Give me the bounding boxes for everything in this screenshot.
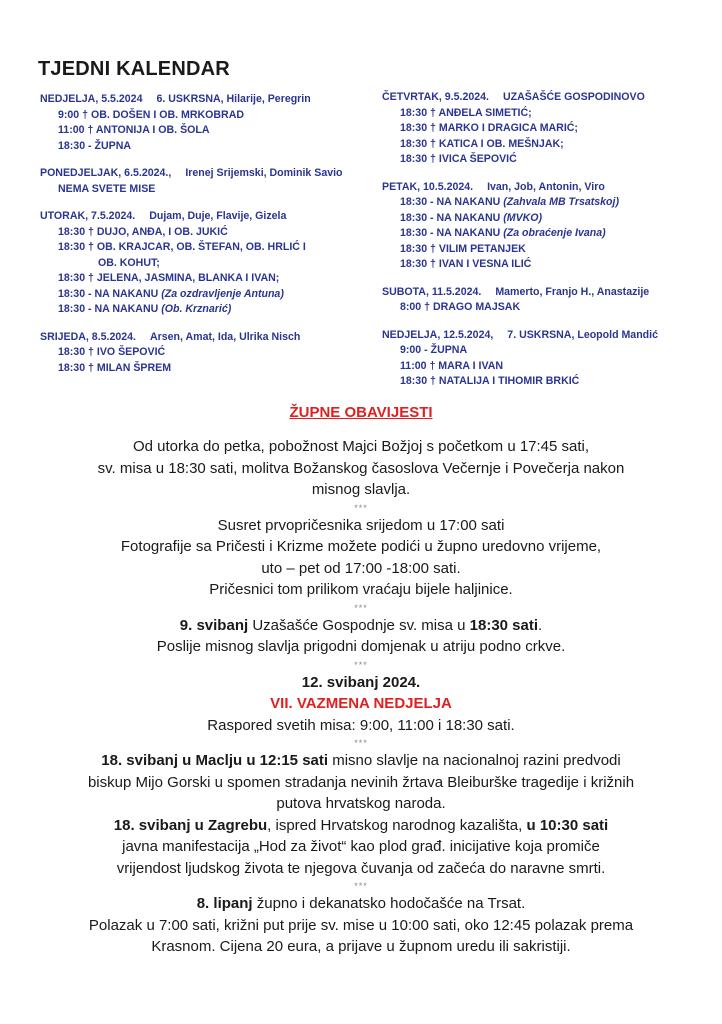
mass-entry [40,302,370,318]
day-header [382,328,712,344]
mass-entry [382,374,712,390]
separator: *** [354,738,368,748]
calendar-day [382,328,712,390]
calendar-left-column [40,92,370,388]
mass-text: 8:00 † DRAGO MAJSAK [400,301,521,313]
mass-text: 18:30 - NA NAKANU [58,287,159,300]
mass-text: 18:30 † IVO ŠEPOVIĆ [58,346,166,358]
mass-entry [382,242,712,258]
notice-date: 8. lipanj [196,895,253,912]
notice-text: župno i dekanatsko hodočašće na Trsat. [252,895,526,912]
mass-entry [40,240,370,256]
mass-text: OB. KOHUT; [98,256,160,269]
mass-entry [382,257,712,273]
mass-text: NEMA SVETE MISE [58,182,156,195]
mass-entry [40,345,370,361]
mass-intention-note: (Ob. Krznarić) [161,303,232,315]
mass-text: 9:00 - ŽUPNA [400,344,468,356]
mass-entry [382,195,712,211]
day-header [40,92,370,108]
notice-text: misno slavlje na nacionalnoj razini predvodi [328,752,621,769]
calendar-day [40,166,370,197]
day-date: UTORAK, 7.5.2024. [40,210,136,222]
mass-text: 18:30 † KATICA I OB. MEŠNJAK; [400,137,564,150]
day-date: SUBOTA, 11.5.2024. [382,285,482,298]
mass-text: 11:00 † ANTONIJA I OB. ŠOLA [58,124,210,136]
mass-entry [40,287,370,303]
day-date: PETAK, 10.5.2024. [382,180,474,193]
separator: *** [354,659,368,670]
day-header [382,90,712,106]
day-saints: Ivan, Job, Antonin, Viro [487,180,605,193]
notice-text: , ispred Hrvatskog narodnog kazališta, [267,816,527,834]
mass-intention-note: (MVKO) [503,211,543,224]
notice-line: misnog slavlja. [311,481,411,498]
mass-entry [40,139,370,155]
mass-entry [40,182,370,198]
day-header [382,180,712,196]
notice-date: 9. svibanj [179,616,249,634]
calendar-day [40,92,370,154]
day-date: NEDJELJA, 12.5.2024, [382,328,494,341]
mass-entry [382,211,712,227]
day-saints: Arsen, Amat, Ida, Ulrika Nisch [150,330,301,343]
mass-text: 18:30 † ANĐELA SIMETIĆ; [400,106,532,119]
calendar-day [382,90,712,168]
notice-line: Od utorka do petka, pobožnost Majci Božjoj s početkom u 17:45 sati, [132,438,590,455]
day-saints: Mamerto, Franjo H., Anastazije [495,285,650,298]
mass-text: 18:30 - ŽUPNA [58,139,131,152]
notice-line [20,615,702,637]
day-header [40,209,370,225]
day-header [40,166,370,182]
mass-entry [40,123,370,139]
notice-line [20,750,702,772]
notice-line: Raspored svetih misa: 9:00, 11:00 i 18:30 sati. [207,716,515,734]
separator: *** [354,502,368,513]
mass-entry [382,343,712,359]
mass-entry [382,152,712,168]
notice-line: vrijendost ljudskog života te njegova čuvanja od začeća do naravne smrti. [116,859,606,877]
day-saints: UZAŠAŠĆE GOSPODINOVO [502,91,645,103]
notice-line: Polazak u 7:00 sati, križni put prije sv. mise u 10:00 sati, oko 12:45 polazak prema [88,916,634,934]
calendar-right-column [382,90,712,402]
mass-text: 18:30 - NA NAKANU [400,227,501,239]
mass-text: 18:30 † IVAN I VESNA ILIĆ [400,258,532,270]
mass-text: 18:30 - NA NAKANU [400,211,501,224]
mass-entry [40,256,370,272]
mass-text: 11:00 † MARA I IVAN [400,359,504,372]
day-date: PONEDJELJAK, 6.5.2024., [40,167,172,179]
mass-text: 18:30 † JELENA, JASMINA, BLANKA I IVAN; [58,272,280,284]
notice-line: uto – pet od 17:00 -18:00 sati. [261,559,461,577]
notice-line: putova hrvatskog naroda. [276,795,446,812]
notice-date: 12. svibanj 2024. [301,673,421,691]
mass-intention-note: (Za ozdravljenje Antuna) [161,287,284,300]
mass-entry [40,361,370,377]
mass-text: 18:30 † VILIM PETANJEK [400,242,526,255]
notice-line [20,893,702,915]
day-saints: Dujam, Duje, Flavije, Gizela [149,210,287,222]
calendar-day [40,330,370,377]
mass-entry [40,108,370,124]
mass-text: 18:30 † IVICA ŠEPOVIĆ [400,153,517,165]
notice-text: Uzašašće Gospodnje sv. misa u [248,616,470,634]
notices-heading: ŽUPNE OBAVIJESTI [289,404,433,421]
mass-text: 18:30 - NA NAKANU [58,303,159,315]
mass-entry [40,225,370,241]
notice-block-1 [20,436,702,958]
calendar-day [382,180,712,273]
day-date: ČETVRTAK, 9.5.2024. [382,91,489,103]
mass-text: 9:00 † OB. DOŠEN I OB. MRKOBRAD [58,108,245,121]
mass-entry [382,106,712,122]
mass-entry [382,300,712,316]
mass-text: 18:30 † DUJO, ANĐA, I OB. JUKIĆ [58,225,228,238]
notice-time: 18:30 sati [469,616,539,634]
mass-text: 18:30 † MARKO I DRAGICA MARIĆ; [400,122,578,134]
mass-text: 18:30 † OB. KRAJCAR, OB. ŠTEFAN, OB. HRLIĆ I [58,241,306,253]
calendar-day [382,285,712,316]
notice-line: sv. misa u 18:30 sati, molitva Božanskog časoslova Večernje i Povečerja nakon [97,459,625,477]
mass-entry [382,137,712,153]
notice-highlight: 18. svibanj u Maclju u 12:15 sati [101,752,329,769]
notice-time: u 10:30 sati [526,816,609,834]
notice-line: biskup Mijo Gorski u spomen stradanja nevinih žrtava Bleiburške tragedije i križnih [87,773,635,791]
notice-line: Krasnom. Cijena 20 eura, a prijave u župnom uredu ili sakristiji. [151,938,571,955]
page-title: TJEDNI KALENDAR [38,58,230,80]
mass-entry [382,226,712,242]
day-header [382,285,712,301]
notice-line: Poslije misnog slavlja prigodni domjenak u atriju podno crkve. [156,638,566,655]
calendar-day [40,209,370,318]
notice-line: Fotografije sa Pričesti i Krizme možete podići u župno uredovno vrijeme, [120,538,602,555]
notice-line: Susret prvopričesnika srijedom u 17:00 sati [217,516,505,534]
mass-entry [382,359,712,375]
mass-entry [40,271,370,287]
notice-line: javna manifestacija „Hod za život“ kao plod građ. inicijative koja promiče [122,838,600,855]
day-date: SRIJEDA, 8.5.2024. [40,330,136,343]
notice-line: Pričesnici tom prilikom vraćaju bijele haljinice. [209,581,513,598]
notice-text: . [538,616,543,634]
day-saints: 6. USKRSNA, Hilarije, Peregrin [156,93,311,105]
mass-text: 18:30 - NA NAKANU [400,196,501,208]
mass-text: 18:30 † MILAN ŠPREM [58,361,172,374]
day-header [40,330,370,346]
mass-intention-note: (Zahvala MB Trsatskoj) [503,196,619,208]
mass-text: 18:30 † NATALIJA I TIHOMIR BRKIĆ [400,375,580,387]
notice-line [20,815,702,837]
mass-entry [382,121,712,137]
sunday-name: VII. VAZMENA NEDJELJA [270,695,452,712]
day-date: NEDJELJA, 5.5.2024 [40,93,143,105]
notice-highlight: 18. svibanj u Zagrebu [113,816,268,834]
separator: *** [354,881,368,891]
day-saints: Irenej Srijemski, Dominik Savio [185,167,343,179]
mass-intention-note: (Za obraćenje Ivana) [503,227,606,239]
notices-section [20,402,702,424]
separator: *** [354,602,368,613]
day-saints: 7. USKRSNA, Leopold Mandić [507,328,658,341]
